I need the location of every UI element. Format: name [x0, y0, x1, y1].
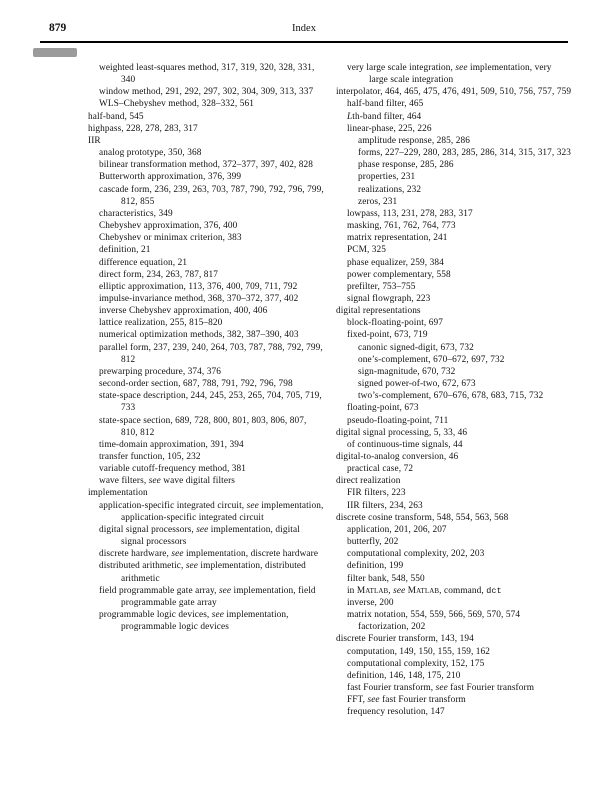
index-entry: discrete cosine transform, 548, 554, 563, 568	[336, 512, 509, 523]
index-entry: two’s-complement, 670–676, 678, 683, 715, 732	[358, 391, 544, 402]
index-entry: characteristics, 349	[99, 208, 173, 219]
index-entry: phase equalizer, 259, 384	[347, 257, 444, 268]
index-entry: frequency resolution, 147	[347, 707, 445, 718]
page-number: 879	[49, 22, 67, 34]
index-entry: lowpass, 113, 231, 278, 283, 317	[347, 208, 473, 219]
index-entry: sign-magnitude, 670, 732	[358, 366, 456, 377]
index-entry: interpolator, 464, 465, 475, 476, 491, 509, 510, 756, 757, 759	[336, 87, 572, 98]
index-entry: elliptic approximation, 113, 376, 400, 709, 711, 792	[99, 281, 298, 292]
index-entry: realizations, 232	[358, 184, 422, 195]
index-entry: inverse Chebyshev approximation, 400, 406	[99, 306, 268, 317]
index-entry: implementation	[88, 488, 148, 499]
index-entry: window method, 291, 292, 297, 302, 304, 309, 313, 337	[99, 87, 314, 98]
index-entry: matrix notation, 554, 559, 566, 569, 570, 574	[347, 610, 521, 621]
index-entry: highpass, 228, 278, 283, 317	[88, 123, 198, 134]
index-entry: discrete Fourier transform, 143, 194	[336, 634, 474, 645]
index-entry: FIR filters, 223	[347, 488, 406, 499]
index-entry: application, 201, 206, 207	[347, 524, 447, 535]
index-entry: distributed arithmetic, see implementation, distributed arithmetic	[99, 561, 306, 584]
index-entry: Lth-band filter, 464	[347, 111, 422, 122]
index-entry: practical case, 72	[347, 464, 414, 475]
index-entry: very large scale integration, see implementation, very large scale integration	[347, 63, 552, 86]
page-title: Index	[292, 23, 316, 34]
index-entry: difference equation, 21	[99, 257, 188, 268]
header-rule	[40, 41, 568, 43]
index-entry: computational complexity, 152, 175	[347, 658, 485, 669]
index-entry: signed power-of-two, 672, 673	[358, 379, 476, 390]
index-entry: bilinear transformation method, 372–377, 397, 402, 828	[99, 160, 314, 171]
index-entry: Butterworth approximation, 376, 399	[99, 172, 242, 183]
index-entry: transfer function, 105, 232	[99, 452, 201, 462]
index-entry: floating-point, 673	[347, 403, 419, 414]
index-column-left	[88, 62, 324, 718]
index-entry: linear-phase, 225, 226	[347, 123, 432, 134]
index-entry: state-space description, 244, 245, 253, 265, 704, 705, 719, 733	[99, 391, 322, 414]
index-entry: factorization, 202	[358, 622, 426, 633]
index-entry: direct realization	[336, 476, 401, 487]
index-entry: digital-to-analog conversion, 46	[336, 452, 459, 462]
index-entry: definition, 199	[347, 561, 404, 572]
index-entry: field programmable gate array, see implementation, field programmable gate array	[99, 585, 316, 608]
index-entry: signal flowgraph, 223	[347, 293, 431, 304]
index-entry: properties, 231	[358, 172, 416, 183]
index-entry: block-floating-point, 697	[347, 318, 443, 329]
index-entry: PCM, 325	[347, 245, 387, 256]
index-entry: programmable logic devices, see implementation, programmable logic devices	[99, 610, 289, 633]
index-entry: application-specific integrated circuit, see implementation, application-specific integrated circuit	[99, 500, 324, 523]
index-entry: forms, 227–229, 280, 283, 285, 286, 314, 315, 317, 323	[358, 148, 572, 159]
index-entry: weighted least-squares method, 317, 319, 320, 328, 331, 340	[99, 63, 315, 86]
index-entry: computational complexity, 202, 203	[347, 549, 485, 560]
index-entry: filter bank, 548, 550	[347, 573, 425, 584]
index-entry: time-domain approximation, 391, 394	[99, 439, 244, 450]
index-entry: in Matlab, see Matlab, command, dct	[347, 585, 502, 596]
index-entry: definition, 21	[99, 245, 151, 256]
index-entry: canonic signed-digit, 673, 732	[358, 342, 474, 353]
index-entry: Chebyshev or minimax criterion, 383	[99, 233, 242, 244]
index-entry: wave filters, see wave digital filters	[99, 476, 235, 487]
index-entry: FFT, see fast Fourier transform	[347, 695, 466, 706]
index-entry: prewarping procedure, 374, 376	[99, 366, 222, 377]
index-entry: pseudo-floating-point, 711	[347, 415, 449, 426]
index-entry: digital signal processing, 5, 33, 46	[336, 427, 468, 438]
index-entry: numerical optimization methods, 382, 387–390, 403	[99, 330, 299, 341]
index-entry: analog prototype, 350, 368	[99, 148, 202, 159]
index-entry: lattice realization, 255, 815–820	[99, 318, 223, 329]
index-entry: WLS–Chebyshev method, 328–332, 561	[99, 99, 254, 110]
index-entry: half-band, 545	[88, 111, 144, 122]
index-entry: discrete hardware, see implementation, discrete hardware	[99, 549, 319, 560]
index-entry: IIR	[88, 135, 101, 146]
index-entry: butterfly, 202	[347, 537, 399, 548]
index-entry: fast Fourier transform, see fast Fourier transform	[347, 682, 535, 693]
index-entry: phase response, 285, 286	[358, 160, 454, 171]
index-entry: digital representations	[336, 306, 421, 317]
index-entry: half-band filter, 465	[347, 99, 424, 110]
index-entry: amplitude response, 285, 286	[358, 135, 471, 146]
index-entry: impulse-invariance method, 368, 370–372, 377, 402	[99, 293, 299, 304]
index-entry: one’s-complement, 670–672, 697, 732	[358, 354, 505, 365]
index-entry: IIR filters, 234, 263	[347, 500, 423, 511]
index-entry: direct form, 234, 263, 787, 817	[99, 269, 219, 280]
index-entry: matrix representation, 241	[347, 233, 448, 244]
index-entry: digital signal processors, see implementation, digital signal processors	[99, 524, 300, 548]
margin-marker	[33, 48, 77, 57]
index-entry: cascade form, 236, 239, 263, 703, 787, 790, 792, 796, 799, 812, 855	[99, 184, 324, 207]
index-entry: prefilter, 753–755	[347, 281, 416, 292]
index-entry: variable cutoff-frequency method, 381	[99, 464, 247, 475]
index-entry: Chebyshev approximation, 376, 400	[99, 221, 238, 232]
index-entry: zeros, 231	[358, 196, 398, 207]
index-entry: parallel form, 237, 239, 240, 264, 703, 787, 788, 792, 799, 812	[99, 342, 323, 365]
index-column-right	[336, 62, 572, 718]
index-entry: computation, 149, 150, 155, 159, 162	[347, 646, 491, 657]
index-entry: definition, 146, 148, 175, 210	[347, 670, 461, 681]
index-entry: masking, 761, 762, 764, 773	[347, 221, 456, 232]
index-columns	[88, 62, 572, 718]
index-entry: inverse, 200	[347, 597, 394, 608]
index-entry: fixed-point, 673, 719	[347, 330, 428, 341]
index-entry: second-order section, 687, 788, 791, 792, 796, 798	[99, 379, 293, 390]
index-entry: state-space section, 689, 728, 800, 801, 803, 806, 807, 810, 812	[99, 415, 307, 438]
index-entry: power complementary, 558	[347, 269, 451, 280]
index-entry: of continuous-time signals, 44	[347, 439, 463, 450]
